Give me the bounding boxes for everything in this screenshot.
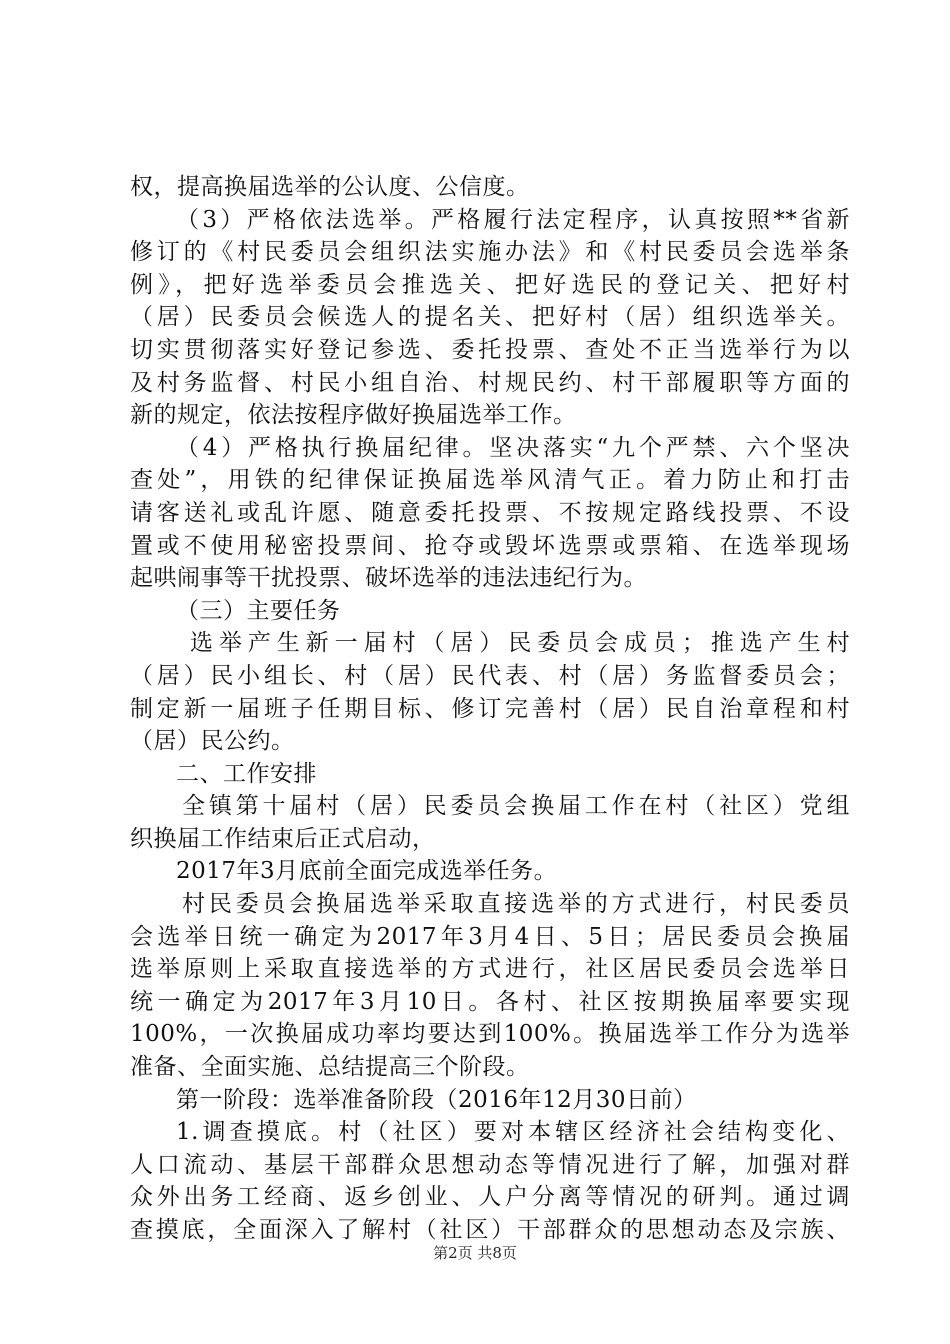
text-line: 村民委员会换届选举采取直接选举的方式进行，村民委员: [182, 891, 850, 918]
text-line: 2017年3月底前全面完成选举任务。: [176, 858, 558, 885]
text-line: 织换届工作结束后正式启动，: [130, 825, 436, 852]
text-line: （居）民公约。: [130, 728, 295, 755]
text-line: 权，提高换届选举的公认度、公信度。: [130, 174, 530, 200]
text-line: 全镇第十届村（居）民委员会换届工作在村（社区）党组: [182, 793, 850, 820]
text-line: （居）民小组长、村（居）民代表、村（居）务监督委员会；: [130, 662, 850, 689]
text-line: 及村务监督、村民小组自治、村规民约、村干部履职等方面的: [130, 369, 850, 396]
text-line: 选举原则上采取直接选举的方式进行，社区居民委员会选举日: [130, 956, 850, 983]
text-line: 众外出务工经商、返乡创业、人户分离等情况的研判。通过调: [130, 1184, 850, 1211]
text-line: （三）主要任务: [176, 597, 341, 624]
text-line: 制定新一届班子任期目标、修订完善村（居）民自治章程和村: [130, 695, 850, 722]
text-line: 新的规定，依法按程序做好换届选举工作。: [130, 402, 577, 429]
text-line: 1.调查摸底。村（社区）要对本辖区经济社会结构变化、: [176, 1119, 850, 1146]
text-line: 会选举日统一确定为2017年3月4日、5日；居民委员会换届: [130, 923, 850, 950]
text-line: （3）严格依法选举。严格履行法定程序，认真按照**省新: [176, 206, 850, 233]
text-line: 起哄闹事等干扰投票、破坏选举的违法违纪行为。: [130, 565, 647, 592]
text-line: 准备、全面实施、总结提高三个阶段。: [130, 1054, 530, 1081]
text-line: 查摸底，全面深入了解村（社区）干部群众的思想动态及宗族、: [130, 1217, 850, 1243]
text-line: 请客送礼或乱许愿、随意委托投票、不按规定路线投票、不设: [130, 499, 850, 526]
document-body: [130, 171, 850, 1247]
text-line: 切实贯彻落实好登记参选、委托投票、查处不正当选举行为以: [130, 336, 850, 363]
text-line: （居）民委员会候选人的提名关、把好村（居）组织选举关。: [130, 304, 850, 331]
text-line: 第一阶段：选举准备阶段（2016年12月30日前）: [176, 1086, 697, 1113]
text-line: 置或不使用秘密投票间、抢夺或毁坏选票或票箱、在选举现场: [130, 532, 850, 559]
text-line: 二、工作安排: [176, 760, 317, 787]
text-line: 人口流动、基层干部群众思想动态等情况进行了解，加强对群: [130, 1151, 850, 1178]
text-line: （4）严格执行换届纪律。坚决落实“九个严禁、六个坚决: [176, 434, 850, 461]
text-line: 查处”，用铁的纪律保证换届选举风清气正。着力防止和打击: [130, 467, 850, 494]
text-line: 100%，一次换届成功率均要达到100%。换届选举工作分为选举: [130, 1021, 850, 1048]
page-footer: 第2页 共8页: [433, 1244, 517, 1262]
text-line: 修订的《村民委员会组织法实施办法》和《村民委员会选举条: [130, 239, 850, 266]
text-line: 例》，把好选举委员会推选关、把好选民的登记关、把好村: [130, 271, 850, 298]
text-line: 统一确定为2017年3月10日。各村、社区按期换届率要实现: [130, 988, 850, 1015]
text-line: 选举产生新一届村（居）民委员会成员；推选产生村: [190, 630, 850, 657]
